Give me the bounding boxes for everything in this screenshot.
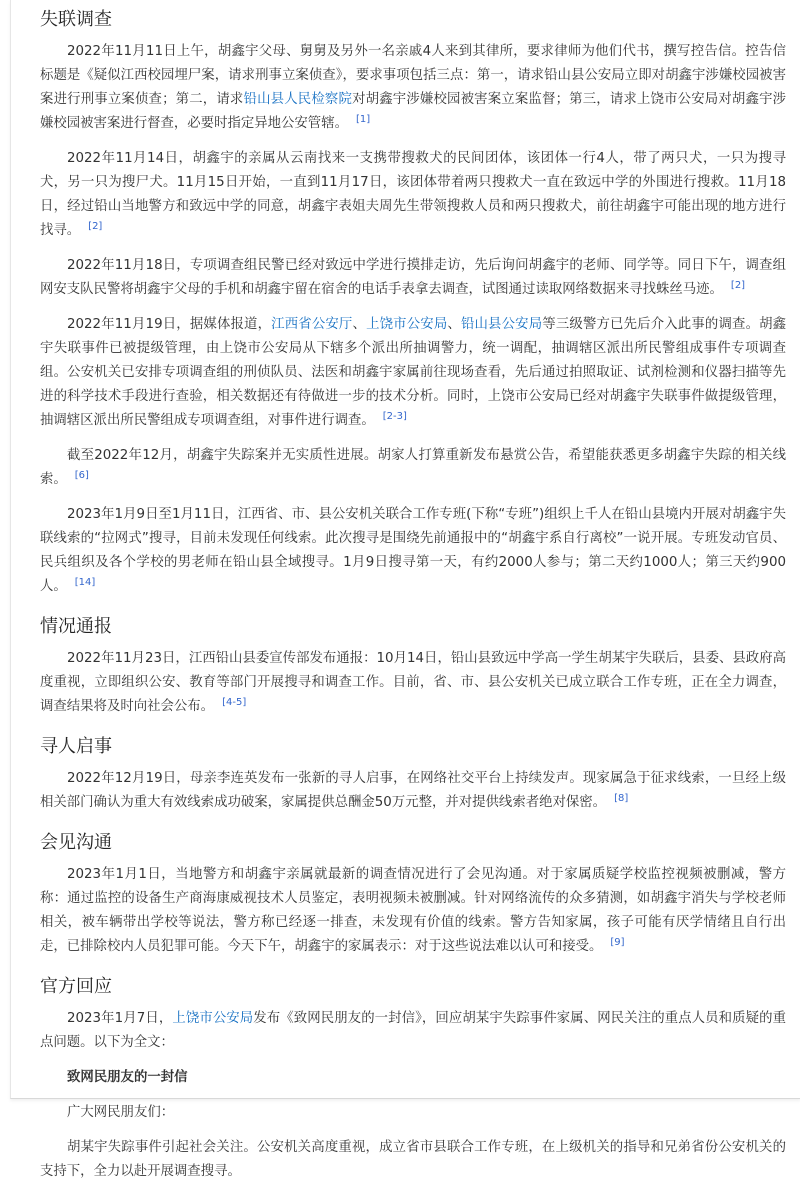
text: 2022年12月19日，母亲李连英发布一张新的寻人启事，在网络社交平台上持续发声。现家属急于征求线索，一旦经上级相关部门确认为重大有效线索成功破案，家属提供总酬金50万元整，并对提供线索者绝对保密。 [40, 771, 786, 810]
paragraph [40, 313, 786, 433]
citation-link[interactable]: [6] [74, 470, 89, 481]
text: 2023年1月9日至1月11日，江西省、市、县公安机关联合工作专班(下称“专班”)组织上千人在铅山县境内开展对胡鑫宇失联线索的“拉网式”搜寻，目前未发现任何线索。此次搜寻是围绕先前通报中的“胡鑫宇系自行离校”一说开展。专班发动官员、民兵组织及各个学校的男老师在铅山县全域搜寻。1月9日搜寻第一天，有约2000人参与；第二天约1000人；第三天约900人。 [40, 507, 786, 594]
text: 、 [447, 317, 461, 332]
letter-salutation: 广大网民朋友们： [67, 1105, 175, 1120]
citation-link[interactable]: [9] [610, 937, 625, 948]
paragraph [40, 40, 786, 136]
article-content [40, 6, 786, 1198]
link-shangrao-public-security[interactable]: 上饶市公安局 [172, 1011, 254, 1026]
text: 截至2022年12月，胡鑫宇失踪案并无实质性进展。胡家人打算重新发布悬赏公告，希望能获悉更多胡鑫宇失踪的相关线索。 [40, 448, 786, 487]
section-title: 官方回应 [40, 976, 112, 997]
section-official-notice [40, 613, 786, 719]
link-yanshan-public-security[interactable]: 铅山县公安局 [460, 317, 543, 332]
citation-link[interactable]: [2-3] [382, 411, 407, 422]
section-missing-notice [40, 733, 786, 815]
text: 2022年11月23日，江西铅山县委宣传部发布通报：10月14日，铅山县致远中学高一学生胡某宇失联后，县委、县政府高度重视，立即组织公安、教育等部门开展搜寻和调查工作。目前，省、市、县公安机关已成立联合工作专班，正在全力调查，调查结果将及时向社会公布。 [40, 651, 786, 714]
link-yanshan-procuratorate[interactable]: 铅山县人民检察院 [243, 92, 353, 107]
text: 、 [352, 317, 367, 332]
citation-link[interactable]: [2] [730, 280, 746, 291]
section-meeting [40, 829, 786, 959]
citation-link[interactable]: [8] [614, 793, 629, 804]
paragraph [40, 444, 786, 492]
citation-link[interactable]: [2] [88, 221, 103, 232]
text: 2022年11月18日，专项调查组民警已经对致远中学进行摸排走访，先后询问胡鑫宇的老师、同学等。同日下午，调查组网安支队民警将胡鑫宇父母的手机和胡鑫宇留在宿舍的电话手表拿去调查，试图通过读取网络数据来寻找蛛丝马迹。 [40, 258, 786, 297]
link-shangrao-public-security[interactable]: 上饶市公安局 [366, 317, 448, 332]
link-jiangxi-public-security[interactable]: 江西省公安厅 [271, 317, 353, 332]
paragraph [40, 647, 786, 719]
section-official-response [40, 973, 786, 1184]
section-title: 情况通报 [40, 616, 112, 637]
text: 2022年11月11日上午，胡鑫宇父母、舅舅及另外一名亲戚4人来到其律所，要求律师为他们代书，撰写控告信。控告信标题是《疑似江西校园埋尸案，请求刑事立案侦查》，要求事项包括三点：第一，请求铅山县公安局立即对胡鑫宇涉嫌校园被害案进行刑事立案侦查；第二，请求 [40, 44, 786, 107]
text: 对胡鑫宇涉嫌校园被害案立案监督；第三，请求上饶市公安局对胡鑫宇涉嫌校园被害案进行督查，必要时指定异地公安管辖。 [40, 92, 787, 131]
text: 2022年11月14日，胡鑫宇的亲属从云南找来一支携带搜救犬的民间团体，该团体一行4人，带了两只犬，一只为搜寻犬，另一只为搜尸犬。11月15日开始，一直到11月17日，该团体带着两只搜救犬一直在致远中学的外围进行搜救。11月18日，经过铅山当地警方和致远中学的同意，胡鑫宇表姐夫周先生带领搜救人员和两只搜救犬，前往胡鑫宇可能出现的地方进行找寻。 [40, 151, 786, 238]
paragraph [40, 254, 786, 302]
paragraph [40, 147, 786, 243]
letter-title: 致网民朋友的一封信 [67, 1070, 188, 1085]
section-title: 失联调查 [40, 9, 112, 30]
paragraph [40, 767, 786, 815]
citation-link[interactable]: [4-5] [222, 697, 247, 708]
text: 发布《致网民朋友的一封信》，回应胡某宇失踪事件家属、网民关注的重点人员和质疑的重点问题。以下为全文： [40, 1011, 786, 1050]
text: 2022年11月19日，据媒体报道， [67, 317, 272, 332]
text: 等三级警方已先后介入此事的调查。胡鑫宇失联事件已被提级管理，由上饶市公安局从下辖多个派出所抽调警力，统一调配，抽调辖区派出所民警组成事件专项调查组。公安机关已安排专项调查组的刑侦队员、法医和胡鑫宇家属前往现场查看，先后通过拍照取证、试剂检测和仪器扫描等先进的科学技术手段进行查验，相关数据还有待做进一步的技术分析。同时，上饶市公安局已经对胡鑫宇失联事件做提级管理，抽调辖区派出所民警组成专项调查组，对事件进行调查。 [40, 317, 787, 428]
section-title: 寻人启事 [40, 736, 112, 757]
text: 2023年1月7日， [67, 1011, 173, 1026]
paragraph: 胡某宇失踪事件引起社会关注。公安机关高度重视，成立省市县联合工作专班，在上级机关的指导和兄弟省份公安机关的支持下，全力以赴开展调查搜寻。 [40, 1140, 786, 1179]
citation-link[interactable]: [14] [74, 577, 96, 588]
paragraph [40, 1007, 786, 1055]
paragraph [40, 503, 786, 599]
section-missing-investigation [40, 6, 786, 599]
text: 2023年1月1日，当地警方和胡鑫宇亲属就最新的调查情况进行了会见沟通。对于家属质疑学校监控视频被删减，警方称：通过监控的设备生产商海康威视技术人员鉴定，表明视频未被删减。针对网络流传的众多猜测，如胡鑫宇消失与学校老师相关，被车辆带出学校等说法，警方称已经逐一排查，未发现有价值的线索。警方告知家属，孩子可能有厌学情绪且自行出走，已排除校内人员犯罪可能。今天下午，胡鑫宇的家属表示：对于这些说法难以认可和接受。 [40, 867, 786, 954]
paragraph [40, 863, 786, 959]
citation-link[interactable]: [1] [355, 114, 371, 125]
section-title: 会见沟通 [40, 832, 112, 853]
